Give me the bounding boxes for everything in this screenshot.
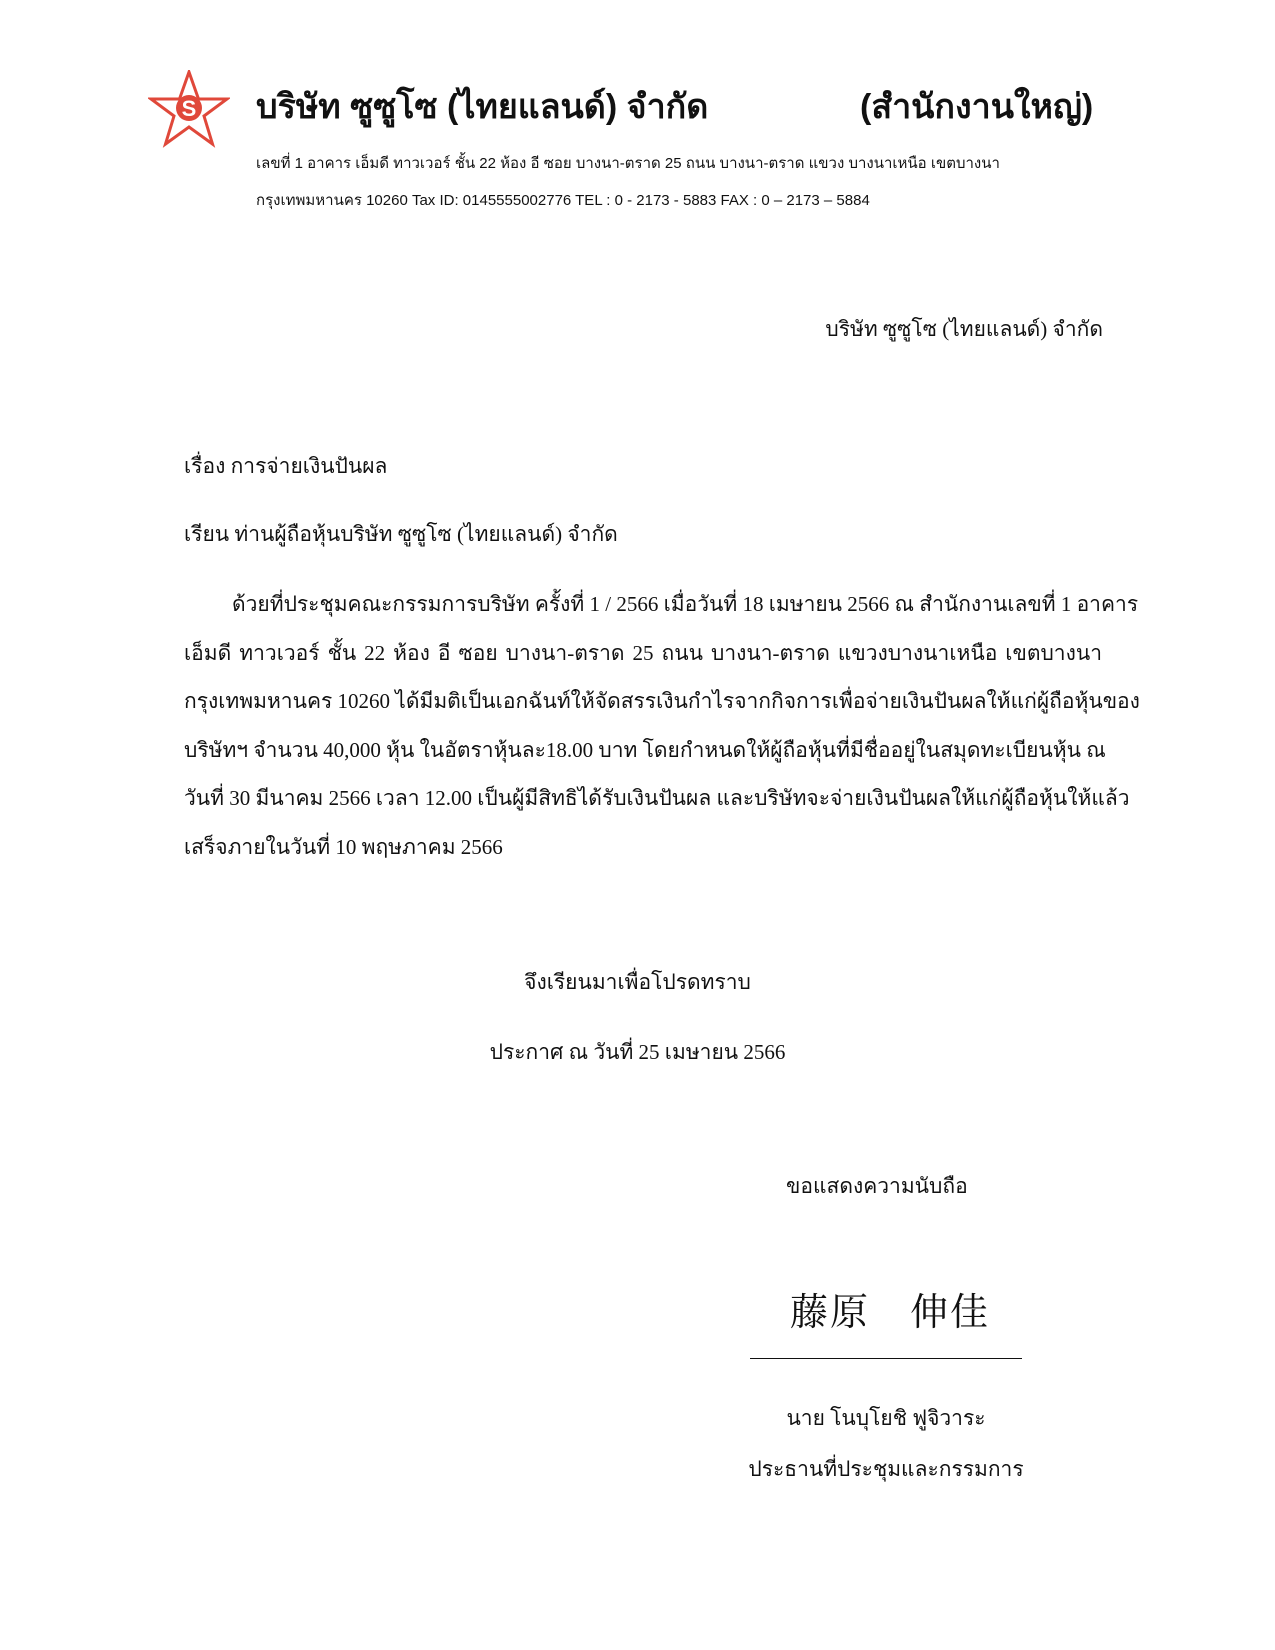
regards-line: ขอแสดงความนับถือ xyxy=(786,1174,968,1198)
body-paragraph xyxy=(184,580,1140,871)
salutation-line: เรียน ท่านผู้ถือหุ้นบริษัท ซูซูโซ (ไทยแลนด์) จำกัด xyxy=(184,522,618,546)
body-line: บริษัทฯ จำนวน 40,000 หุ้น ในอัตราหุ้นละ18.00 บาท โดยกำหนดให้ผู้ถือหุ้นที่มีชื่ออยู่ในสมุดทะเบียนหุ้น ณ xyxy=(184,737,1106,762)
office-label: (สำนักงานใหญ่) xyxy=(860,88,1094,126)
body-line: ด้วยที่ประชุมคณะกรรมการบริษัท ครั้งที่ 1 / 2566 เมื่อวันที่ 18 เมษายน 2566 ณ สำนักงานเลขที่ 1 อาคาร xyxy=(232,592,1139,616)
sender-name: บริษัท ซูซูโซ (ไทยแลนด์) จำกัด xyxy=(825,317,1103,341)
announcement-date: ประกาศ ณ วันที่ 25 เมษายน 2566 xyxy=(489,1040,786,1064)
subject-line: เรื่อง การจ่ายเงินปันผล xyxy=(184,454,388,478)
address-line-1: เลขที่ 1 อาคาร เอ็มดี ทาวเวอร์ ชั้น 22 ห้อง อี ซอย บางนา-ตราด 25 ถนน บางนา-ตราด แขวง บางนาเหนือ เขตบางนา xyxy=(256,155,1000,172)
signer-name: นาย โนบุโยชิ ฟูจิวาระ xyxy=(786,1406,986,1430)
signature-line xyxy=(750,1358,1022,1359)
body-line: กรุงเทพมหานคร 10260 ได้มีมติเป็นเอกฉันท์ให้จัดสรรเงินกำไรจากกิจการเพื่อจ่ายเงินปันผลให้แก่ผู้ถือหุ้นของ xyxy=(184,689,1140,713)
body-line: เอ็มดี ทาวเวอร์ ชั้น 22 ห้อง อี ซอย บางนา-ตราด 25 ถนน บางนา-ตราด แขวงบางนาเหนือ เขตบางนา xyxy=(184,640,1102,665)
logo-letter: S xyxy=(181,96,197,121)
star-s-logo-icon xyxy=(148,70,230,148)
address-line-2: กรุงเทพมหานคร 10260 Tax ID: 0145555002776 TEL : 0 - 2173 - 5883 FAX : 0 – 2173 – 5884 xyxy=(256,192,870,209)
signature: 藤原 伸佳 xyxy=(790,1290,991,1334)
signer-title: ประธานที่ประชุมและกรรมการ xyxy=(748,1457,1024,1481)
closing-line: จึงเรียนมาเพื่อโปรดทราบ xyxy=(524,970,751,994)
body-line: เสร็จภายในวันที่ 10 พฤษภาคม 2566 xyxy=(184,834,503,859)
body-line: วันที่ 30 มีนาคม 2566 เวลา 12.00 เป็นผู้มีสิทธิได้รับเงินปันผล และบริษัทจะจ่ายเงินปันผลให้แก่ผู้ถือหุ้นให้แล้ว xyxy=(184,786,1130,810)
company-name: บริษัท ซูซูโซ (ไทยแลนด์) จำกัด xyxy=(256,88,709,126)
